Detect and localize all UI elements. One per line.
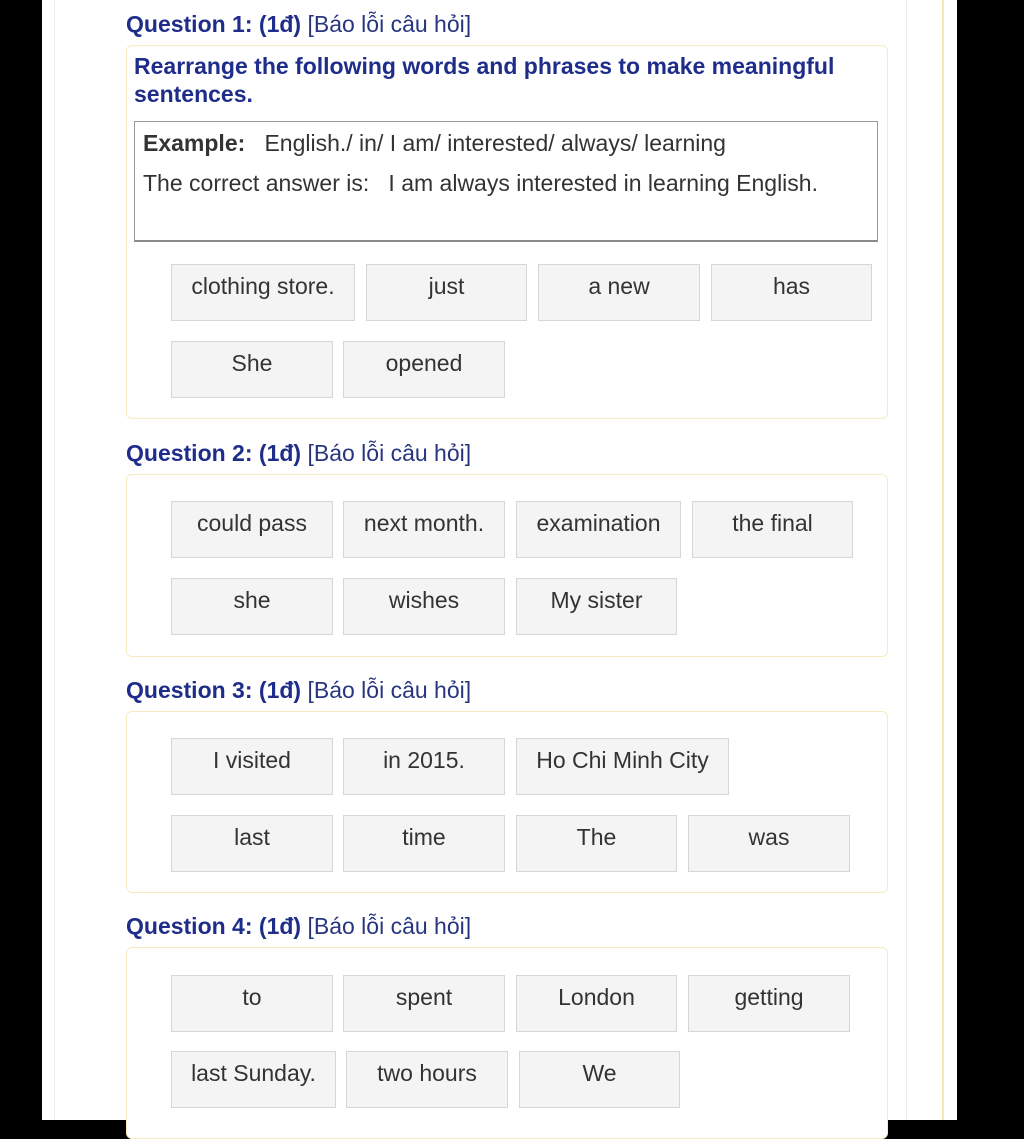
- word-chip[interactable]: two hours: [346, 1051, 508, 1108]
- example-answer: I am always interested in learning English.: [388, 170, 818, 196]
- word-chip[interactable]: time: [343, 815, 505, 872]
- word-chip[interactable]: My sister: [516, 578, 677, 635]
- word-chip[interactable]: could pass: [171, 501, 333, 558]
- word-chip[interactable]: spent: [343, 975, 505, 1032]
- word-chip[interactable]: examination: [516, 501, 681, 558]
- question-1-header: [126, 11, 471, 38]
- question-3-header: [126, 677, 471, 704]
- question-points: (1đ): [258, 11, 302, 37]
- word-chip[interactable]: She: [171, 341, 333, 398]
- question-points: (1đ): [258, 440, 302, 466]
- content-border-left: [54, 0, 55, 1120]
- word-chip[interactable]: in 2015.: [343, 738, 505, 795]
- side-accent-line: [942, 0, 944, 1120]
- word-chip[interactable]: clothing store.: [171, 264, 355, 321]
- report-error-link[interactable]: [Báo lỗi câu hỏi]: [307, 440, 472, 466]
- question-2-header: [126, 440, 471, 467]
- example-answer-label: The correct answer is:: [143, 170, 370, 196]
- word-chip[interactable]: last Sunday.: [171, 1051, 336, 1108]
- word-chip[interactable]: a new: [538, 264, 700, 321]
- word-chip[interactable]: has: [711, 264, 872, 321]
- instruction-text: Rearrange the following words and phrases to make meaningful sentences.: [134, 53, 835, 107]
- word-chip[interactable]: Ho Chi Minh City: [516, 738, 729, 795]
- example-box: [134, 121, 878, 242]
- word-chip[interactable]: the final: [692, 501, 853, 558]
- question-points: (1đ): [258, 677, 302, 703]
- question-points: (1đ): [258, 913, 302, 939]
- content-border-right: [906, 0, 907, 1120]
- report-error-link[interactable]: [Báo lỗi câu hỏi]: [307, 677, 472, 703]
- question-number: Question 4:: [126, 913, 253, 939]
- question-number: Question 1:: [126, 11, 253, 37]
- word-chip[interactable]: wishes: [343, 578, 505, 635]
- example-prompt: English./ in/ I am/ interested/ always/ learning: [264, 130, 726, 156]
- word-chip[interactable]: We: [519, 1051, 680, 1108]
- report-error-link[interactable]: [Báo lỗi câu hỏi]: [307, 11, 472, 37]
- word-chip[interactable]: just: [366, 264, 527, 321]
- word-chip[interactable]: opened: [343, 341, 505, 398]
- word-chip[interactable]: last: [171, 815, 333, 872]
- example-label: Example:: [143, 130, 246, 156]
- question-4-header: [126, 913, 471, 940]
- question-number: Question 2:: [126, 440, 253, 466]
- word-chip[interactable]: to: [171, 975, 333, 1032]
- example-line: [143, 130, 726, 157]
- example-answer-line: [143, 169, 863, 197]
- word-chip[interactable]: London: [516, 975, 677, 1032]
- report-error-link[interactable]: [Báo lỗi câu hỏi]: [307, 913, 472, 939]
- word-chip[interactable]: I visited: [171, 738, 333, 795]
- word-chip[interactable]: getting: [688, 975, 850, 1032]
- word-chip[interactable]: The: [516, 815, 677, 872]
- word-chip[interactable]: she: [171, 578, 333, 635]
- word-chip[interactable]: next month.: [343, 501, 505, 558]
- question-number: Question 3:: [126, 677, 253, 703]
- word-chip[interactable]: was: [688, 815, 850, 872]
